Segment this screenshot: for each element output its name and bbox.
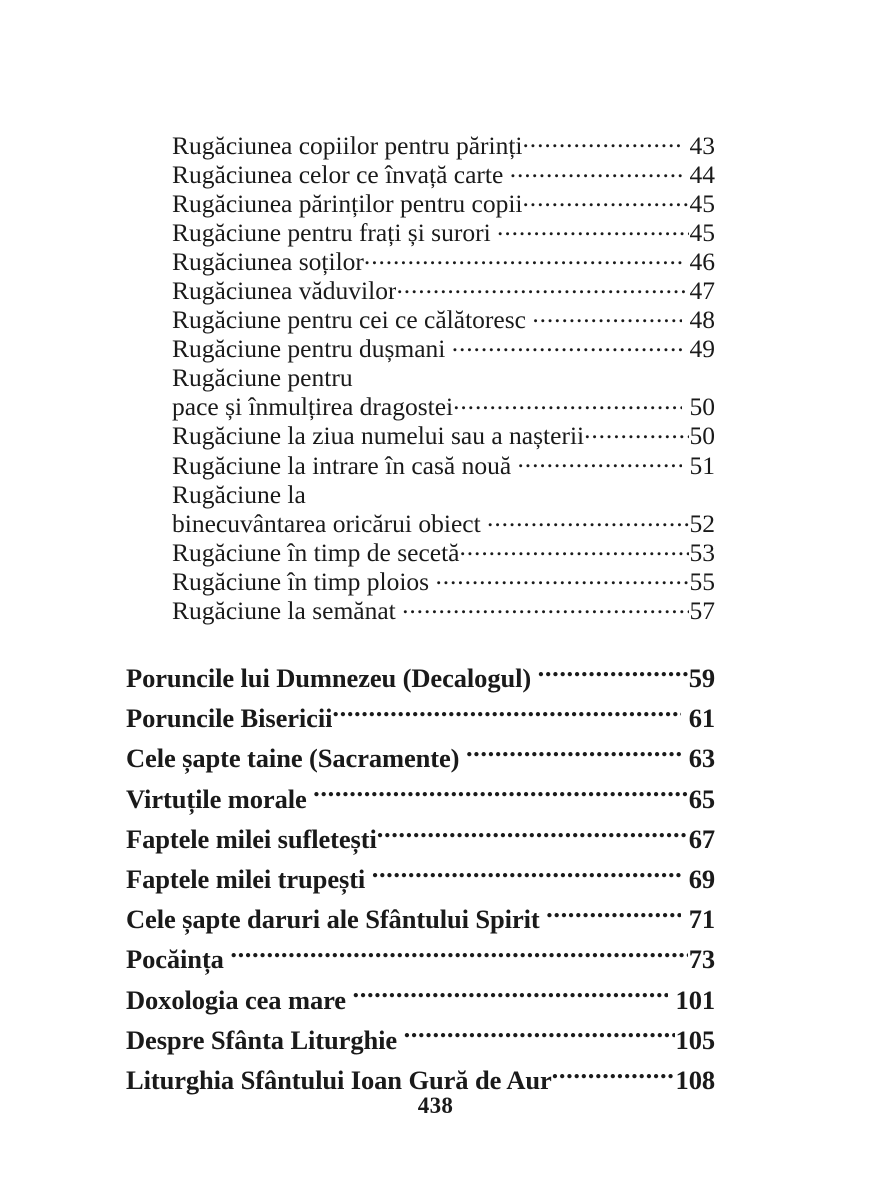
toc-entry-page-number: 63	[688, 743, 715, 774]
toc-entry-major[interactable]	[126, 738, 715, 778]
toc-dot-leader	[523, 128, 683, 154]
toc-dot-leader	[523, 186, 689, 212]
toc-entry-page-number: 51	[689, 450, 715, 480]
toc-dot-leader	[435, 564, 688, 590]
toc-entry-page-number: 71	[688, 904, 715, 935]
toc-entry-title: Cele șapte daruri ale Sfântului Spirit	[126, 904, 540, 935]
toc-dot-leader	[487, 506, 688, 532]
toc-dot-leader	[546, 902, 681, 929]
toc-entry-page-number: 55	[689, 566, 715, 596]
toc-entry-title: Rugăciunea părinților pentru copii	[172, 188, 523, 218]
toc-entry-page-number: 49	[689, 334, 715, 364]
toc-entry-page-number: 61	[688, 703, 715, 734]
page-folio: 438	[417, 1093, 454, 1118]
toc-entry-minor[interactable]	[172, 332, 715, 364]
toc-dot-leader	[466, 741, 681, 768]
toc-entry-major[interactable]	[126, 939, 715, 979]
toc-entry-page-number: 50	[689, 392, 715, 422]
toc-entry-minor[interactable]	[172, 419, 715, 451]
toc-entry-major[interactable]	[126, 658, 715, 698]
toc-entry-minor[interactable]	[172, 186, 715, 218]
toc-entry-title: Rugăciune pentru frați și surori	[172, 217, 491, 247]
toc-dot-leader	[552, 1062, 675, 1089]
toc-entry-title: Rugăciune pentru	[172, 363, 353, 393]
toc-dot-leader	[364, 244, 682, 270]
toc-entry-minor[interactable]	[172, 128, 715, 160]
toc-dot-leader	[538, 661, 688, 688]
toc-dot-leader	[510, 157, 682, 183]
toc-entry-title: pace și înmulțirea dragostei	[172, 392, 454, 422]
toc-entry-minor[interactable]	[172, 303, 715, 335]
toc-entry-page-number: 52	[689, 508, 715, 538]
toc-entry-page-number: 67	[688, 823, 715, 854]
toc-dot-leader	[460, 535, 689, 561]
toc-entry-title: Rugăciunea văduvilor	[172, 275, 397, 305]
toc-dot-leader	[452, 332, 682, 358]
toc-entry-page-number: 53	[689, 537, 715, 567]
toc-dot-leader	[396, 273, 688, 299]
toc-entry-minor[interactable]	[172, 390, 715, 422]
toc-entry-page-number: 57	[689, 596, 715, 625]
toc-entry-title: Faptele milei sufletești	[126, 823, 377, 854]
toc-entry-major[interactable]	[126, 859, 715, 899]
toc-entry-page-number: 101	[675, 984, 715, 1015]
toc-entry-major[interactable]	[126, 819, 715, 859]
toc-entry-title: Cele șapte taine (Sacramente)	[126, 743, 460, 774]
toc-dot-leader	[313, 781, 688, 808]
toc-entry-major[interactable]	[126, 698, 715, 738]
toc-entry-minor[interactable]	[172, 448, 715, 480]
toc-entry-minor[interactable]	[172, 361, 715, 393]
toc-entry-page-number: 50	[689, 421, 715, 451]
toc-entry-page-number: 73	[688, 944, 715, 975]
toc-entry-minor[interactable]	[172, 215, 715, 247]
toc-entry-title: Rugăciunea celor ce învață carte	[172, 159, 504, 189]
toc-entry-title: Rugăciune la ziua numelui sau a nașterii	[172, 421, 585, 451]
toc-entry-page-number: 48	[689, 305, 715, 335]
toc-entry-page-number: 46	[689, 246, 715, 276]
toc-dot-leader	[402, 594, 688, 620]
toc-entry-title: Rugăciune în timp de secetă	[172, 537, 460, 567]
toc-entry-page-number: 59	[688, 663, 715, 693]
toc-entry-title: Rugăciune la	[172, 479, 306, 509]
toc-entry-title: Rugăciune la semănat	[172, 596, 396, 625]
toc-dot-leader	[497, 215, 688, 241]
toc-entry-page-number: 105	[675, 1024, 715, 1055]
toc-dot-leader	[230, 942, 687, 969]
toc-dot-leader	[404, 1022, 675, 1049]
toc-entry-minor[interactable]	[172, 535, 715, 567]
toc-entry-title: Faptele milei trupești	[126, 863, 366, 894]
toc-dot-leader	[353, 982, 669, 1009]
toc-entry-title: Pocăința	[126, 944, 224, 975]
toc-dot-leader	[532, 303, 682, 329]
toc-dot-leader	[518, 448, 683, 474]
toc-entry-page-number: 45	[689, 188, 715, 218]
toc-entry-page-number: 43	[689, 130, 715, 160]
toc-entry-title: Despre Sfânta Liturghie	[126, 1024, 398, 1055]
toc-entry-title: Virtuțile morale	[126, 783, 307, 814]
toc-entry-minor[interactable]	[172, 244, 715, 276]
toc-dot-leader	[453, 390, 682, 416]
toc-entry-title: Rugăciunea copiilor pentru părinți	[172, 130, 523, 160]
toc-entry-major[interactable]	[126, 1020, 715, 1060]
toc-dot-leader	[332, 701, 681, 728]
toc-entry-page-number: 69	[688, 863, 715, 894]
toc-entry-page-number: 108	[675, 1064, 715, 1095]
toc-entry-page-number: 44	[689, 159, 715, 189]
toc-entry-minor[interactable]	[172, 564, 715, 596]
toc-entry-title: Rugăciunea soților	[172, 246, 364, 276]
toc-minor-section	[172, 128, 715, 623]
toc-entry-major[interactable]	[126, 779, 715, 819]
toc-major-section	[126, 658, 715, 1100]
toc-dot-leader	[377, 821, 688, 848]
toc-entry-major[interactable]	[126, 980, 715, 1020]
toc-entry-title: Rugăciune la intrare în casă nouă	[172, 450, 512, 480]
toc-entry-title: binecuvântarea oricărui obiect	[172, 508, 481, 538]
toc-dot-leader	[584, 419, 688, 445]
toc-entry-title: Rugăciune în timp ploios	[172, 566, 430, 596]
toc-entry-title: Rugăciune pentru cei ce călătoresc	[172, 305, 526, 335]
toc-entry-minor[interactable]	[172, 506, 715, 538]
toc-entry-minor[interactable]	[172, 477, 715, 509]
toc-entry-title: Poruncile Bisericii	[126, 703, 333, 734]
toc-entry-page-number: 45	[689, 217, 715, 247]
toc-entry-minor[interactable]	[172, 594, 715, 623]
toc-entry-minor[interactable]	[172, 273, 715, 305]
toc-entry-title: Liturghia Sfântului Ioan Gură de Aur	[126, 1064, 552, 1095]
toc-entry-page-number: 47	[689, 275, 715, 305]
toc-dot-leader	[372, 861, 681, 888]
toc-entry-major[interactable]	[126, 899, 715, 939]
toc-entry-title: Doxologia cea mare	[126, 984, 346, 1015]
toc-entry-page-number: 65	[688, 783, 715, 814]
toc-entry-title: Rugăciune pentru dușmani	[172, 334, 446, 364]
toc-entry-minor[interactable]	[172, 157, 715, 189]
toc-entry-title: Poruncile lui Dumnezeu (Decalogul)	[126, 663, 532, 693]
